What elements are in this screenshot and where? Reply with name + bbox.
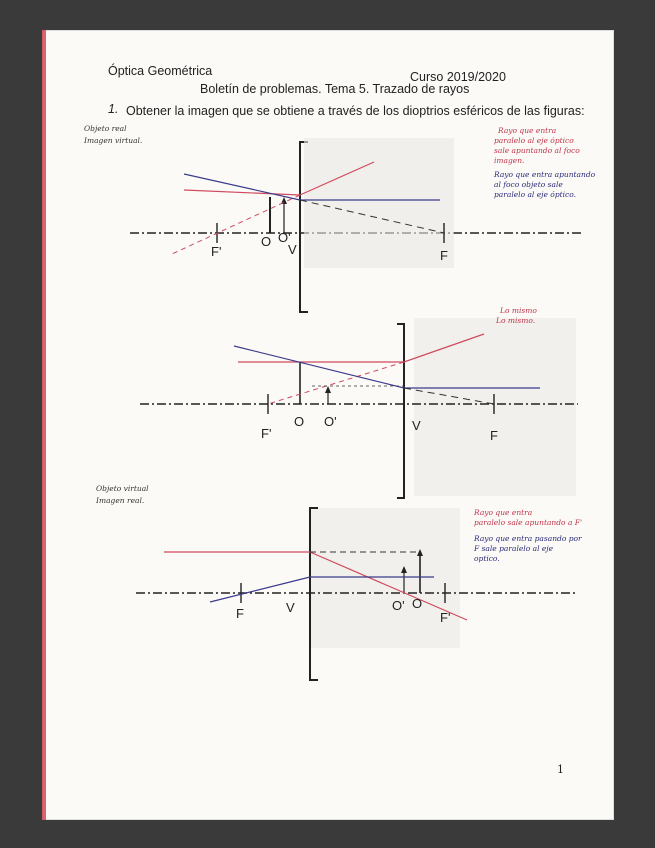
fig3-label-O: O [412, 596, 423, 611]
fig1-label-Fp: F' [211, 244, 222, 259]
fig1-note-blue-3: paralelo al eje óptico. [494, 190, 577, 199]
fig1-note-red-3: sale apuntando al foco [494, 146, 580, 155]
fig3-note-left-2: Imagen real. [96, 496, 145, 505]
fig1-note-left-1: Objeto real [84, 124, 127, 133]
fig1-label-O: O [261, 234, 272, 249]
fig2-label-O: O [294, 414, 305, 429]
figure2-diagram [140, 318, 578, 498]
page-number: 1 [557, 763, 564, 776]
fig2-label-Fp: F' [261, 426, 272, 441]
fig2-label-Op: O' [324, 414, 337, 429]
fig1-note-blue-2: al foco objeto sale [494, 180, 563, 189]
fig3-label-F: F [236, 606, 244, 621]
fig1-label-V: V [288, 242, 297, 257]
fig3-note-left-1: Objeto virtual [96, 484, 149, 493]
fig3-note-blue-3: optico. [474, 554, 500, 563]
bulletin-title: Boletín de problemas. Tema 5. Trazado de rayos [200, 82, 470, 96]
fig3-label-Fp: F' [440, 610, 451, 625]
course-label: Curso 2019/2020 [410, 70, 506, 84]
fig1-note-blue-1: Rayo que entra apuntando [494, 170, 596, 179]
fig3-note-blue-2: F sale paralelo al eje [474, 544, 554, 553]
fig3-label-Op: O' [392, 598, 405, 613]
fig3-label-V: V [286, 600, 295, 615]
fig3-note-red-2: paralelo sale apuntando a F' [474, 518, 583, 527]
fig2-label-V: V [412, 418, 421, 433]
fig1-label-F: F [440, 248, 448, 263]
fig2-dioptre-bracket [397, 324, 404, 498]
fig2-note-red-2: Lo mismo. [496, 316, 536, 325]
fig1-label-Op: O' [278, 230, 291, 245]
question-number: 1. [108, 102, 119, 116]
fig1-note-red-1: Rayo que entra [498, 126, 557, 135]
fig1-note-left-2: Imagen virtual. [84, 136, 143, 145]
fig3-note-blue-1: Rayo que entra pasando por [474, 534, 582, 543]
fig3-note-red-1: Rayo que entra [474, 508, 533, 517]
question-text: Obtener la imagen que se obtiene a través de los dioptrios esféricos de las figuras: [126, 104, 585, 118]
fig2-label-F: F [490, 428, 498, 443]
fig1-note-red-4: imagen. [494, 156, 525, 165]
subject-title: Óptica Geométrica [108, 64, 213, 78]
document-page [42, 30, 614, 820]
fig1-scan-shade [304, 138, 454, 268]
fig1-note-red-2: paralelo al eje óptico [494, 136, 574, 145]
fig2-note-red-1: Lo mismo [500, 306, 537, 315]
